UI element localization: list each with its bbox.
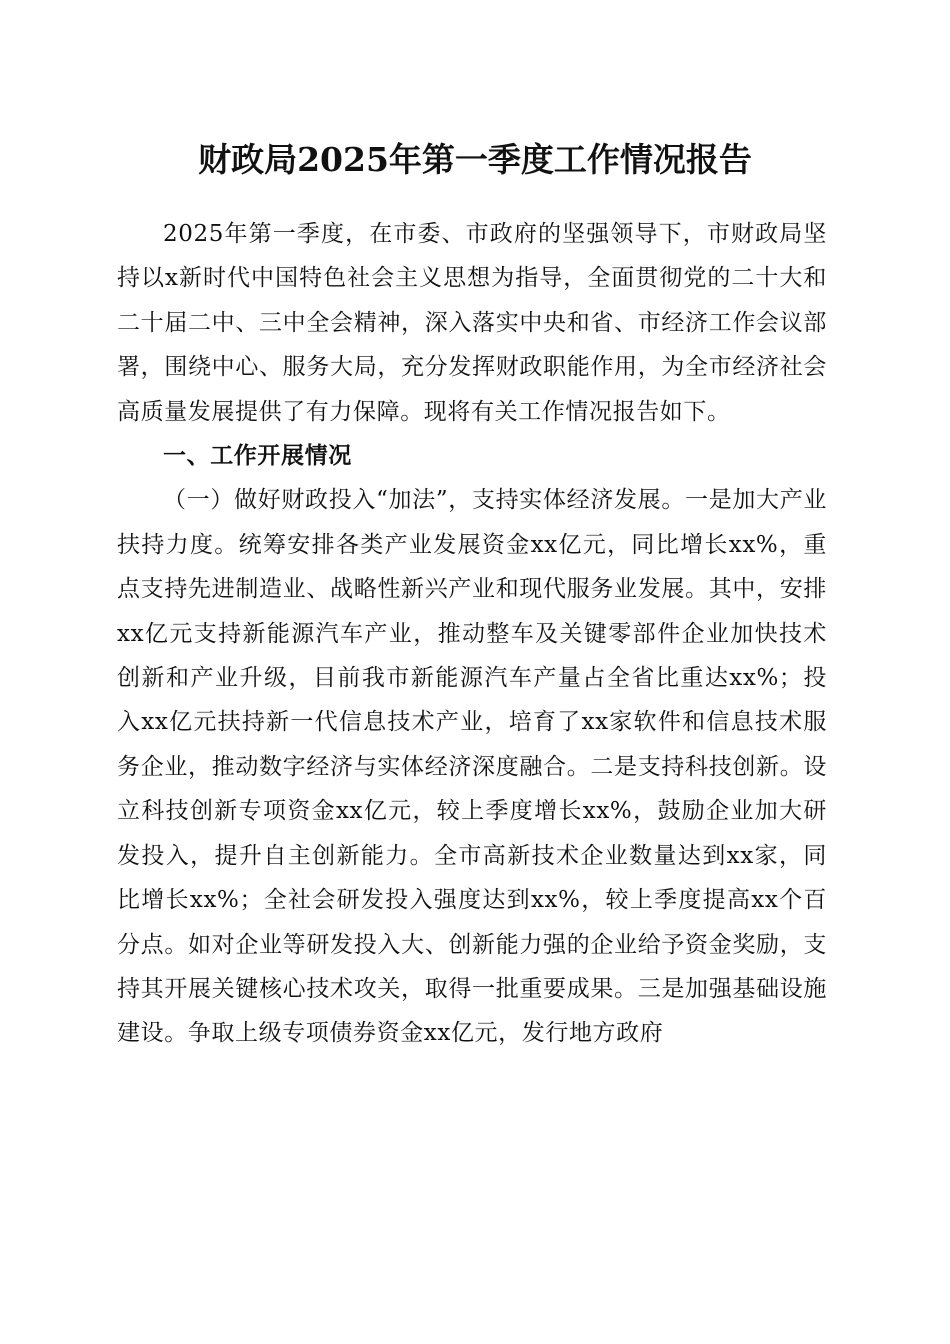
body-paragraph: （一）做好财政投入“加法”，支持实体经济发展。一是加大产业扶持力度。统筹安排各类产业发展资金xx亿元，同比增长xx%，重点支持先进制造业、战略性新兴产业和现代服务业发展。其中，安排xx亿元支持新能源汽车产业，推动整车及关键零部件企业加快技术创新和产业升级，目前我市新能源汽车产量占全省比重达xx%；投入xx亿元扶持新一代信息技术产业，培育了xx家软件和信息技术服务企业，推动数字经济与实体经济深度融合。二是支持科技创新。设立科技创新专项资金xx亿元，较上季度增长xx%，鼓励企业加大研发投入，提升自主创新能力。全市高新技术企业数量达到xx家，同比增长xx%；全社会研发投入强度达到xx%，较上季度提高xx个百分点。如对企业等研发投入大、创新能力强的企业给予资金奖励，支持其开展关键核心技术攻关，取得一批重要成果。三是加强基础设施建设。争取上级专项债券资金xx亿元，发行地方政府 bbox=[117, 487, 827, 1047]
document-body bbox=[117, 212, 827, 1056]
intro-paragraph: 2025年第一季度，在市委、市政府的坚强领导下，市财政局坚持以x新时代中国特色社会主义思想为指导，全面贯彻党的二十大和二十届二中、三中全会精神，深入落实中央和省、市经济工作会议部署，围绕中心、服务大局，充分发挥财政职能作用，为全市经济社会高质量发展提供了有力保障。现将有关工作情况报告如下。 bbox=[117, 221, 827, 425]
document-title: 财政局2025年第一季度工作情况报告 bbox=[198, 140, 752, 179]
section-heading: 一、工作开展情况 bbox=[163, 443, 352, 470]
